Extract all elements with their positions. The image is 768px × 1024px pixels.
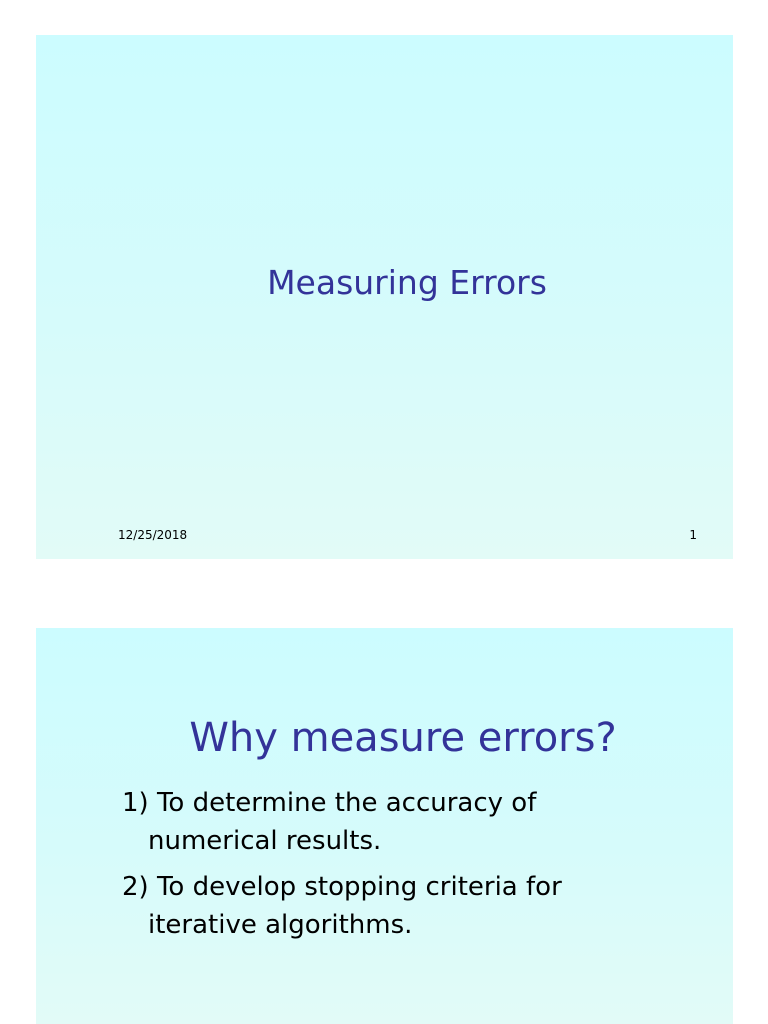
slide-2-title: Why measure errors?: [189, 715, 617, 761]
list-item: [122, 868, 702, 944]
list-item-text-line1: To determine the accuracy of: [156, 788, 537, 818]
list-item-text-line2: iterative algorithms.: [148, 910, 413, 940]
list-item-text-line1: To develop stopping criteria for: [156, 872, 562, 902]
slide-1-page-number: 1: [689, 528, 697, 542]
slide-1: [36, 35, 733, 559]
slide-1-footer-date: 12/25/2018: [118, 528, 188, 542]
list-item-marker: 1): [122, 788, 149, 818]
slide-2-list: [122, 784, 702, 952]
list-item-text-line2: numerical results.: [148, 826, 382, 856]
slide-1-title: Measuring Errors: [267, 263, 547, 302]
list-item: [122, 784, 702, 860]
list-item-marker: 2): [122, 872, 149, 902]
slide-2: [36, 628, 733, 1024]
